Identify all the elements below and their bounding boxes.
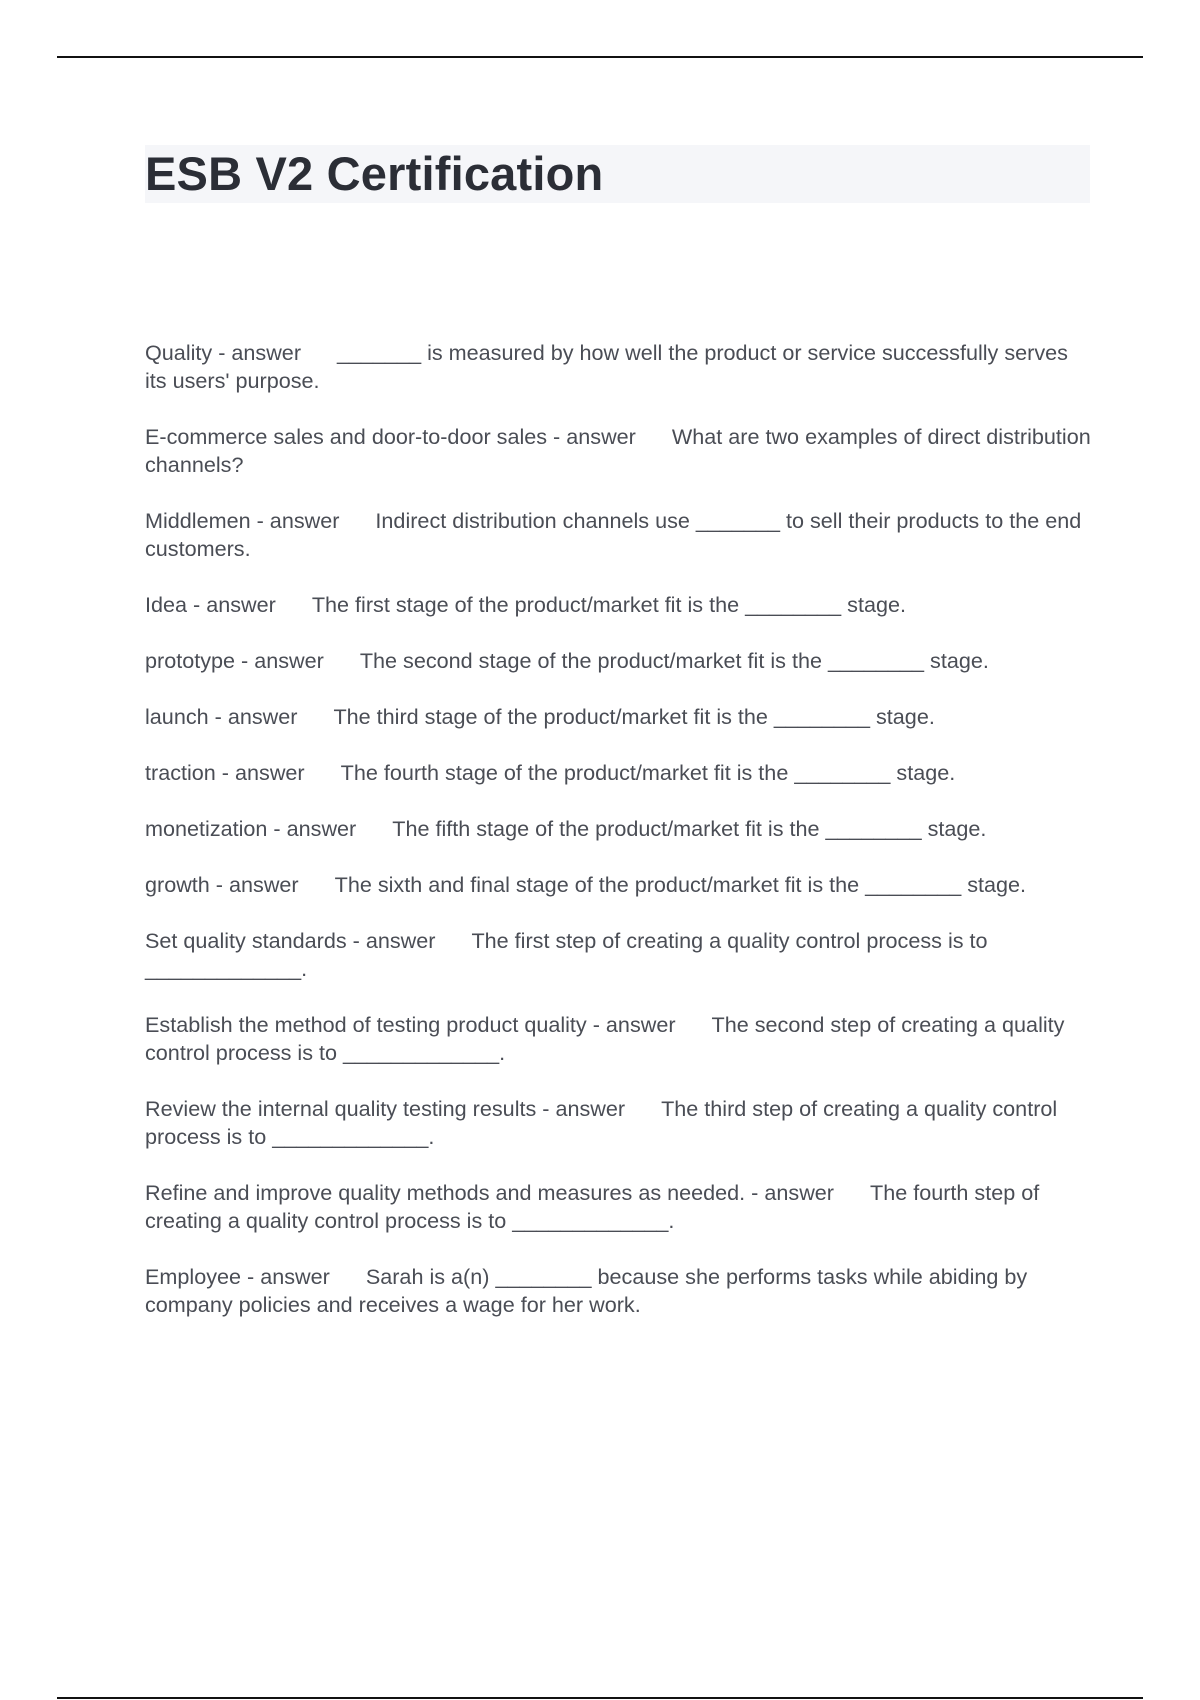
qa-question: The first stage of the product/market fit is the ________ stage. [311,592,906,617]
qa-item [145,1179,1095,1235]
qa-question: The third step of creating a quality control process is to _____________. [145,1096,1058,1149]
qa-item [145,1263,1095,1319]
qa-question: Sarah is a(n) ________ because she performs tasks while abiding by company policies and receives a wage for her work. [145,1264,1028,1317]
qa-question: The fourth stage of the product/market fit is the ________ stage. [340,760,956,785]
qa-item [145,507,1095,563]
qa-answer: Middlemen - answer [145,508,340,533]
qa-answer: Idea - answer [145,592,276,617]
qa-item [145,871,1095,899]
qa-answer: Review the internal quality testing results - answer [145,1096,626,1121]
qa-question: _______ is measured by how well the product or service successfully serves its users' purpose. [145,340,1068,393]
qa-answer: Establish the method of testing product quality - answer [145,1012,676,1037]
qa-question: The first step of creating a quality control process is to _____________. [145,928,988,981]
qa-question: Indirect distribution channels use _______ to sell their products to the end customers. [145,508,1082,561]
qa-item [145,815,1095,843]
page-title: ESB V2 Certification [145,147,604,200]
qa-question: The sixth and final stage of the product/market fit is the ________ stage. [334,872,1027,897]
qa-item [145,423,1095,479]
qa-answer: Employee - answer [145,1264,330,1289]
qa-answer: traction - answer [145,760,305,785]
qa-item [145,1011,1095,1067]
qa-item [145,647,1095,675]
qa-answer: Set quality standards - answer [145,928,436,953]
qa-answer: Refine and improve quality methods and measures as needed. - answer [145,1180,834,1205]
qa-item [145,703,1095,731]
qa-item [145,1095,1095,1151]
qa-question: The fourth step of creating a quality control process is to _____________. [145,1180,1040,1233]
top-divider [57,56,1143,58]
qa-question: The fifth stage of the product/market fit is the ________ stage. [392,816,987,841]
bottom-divider [57,1697,1143,1699]
qa-question: The second stage of the product/market fit is the ________ stage. [359,648,989,673]
qa-answer: E-commerce sales and door-to-door sales - answer [145,424,636,449]
qa-answer: Quality - answer [145,340,302,365]
qa-item [145,339,1095,395]
qa-answer: prototype - answer [145,648,324,673]
qa-question: The third stage of the product/market fit is the ________ stage. [333,704,935,729]
qa-item [145,591,1095,619]
qa-question: The second step of creating a quality control process is to _____________. [145,1012,1065,1065]
qa-answer: growth - answer [145,872,299,897]
qa-item [145,759,1095,787]
qa-answer: monetization - answer [145,816,357,841]
qa-answer: launch - answer [145,704,298,729]
qa-item [145,927,1095,983]
qa-list [145,339,1095,1347]
qa-question: What are two examples of direct distribution channels? [145,424,1091,477]
